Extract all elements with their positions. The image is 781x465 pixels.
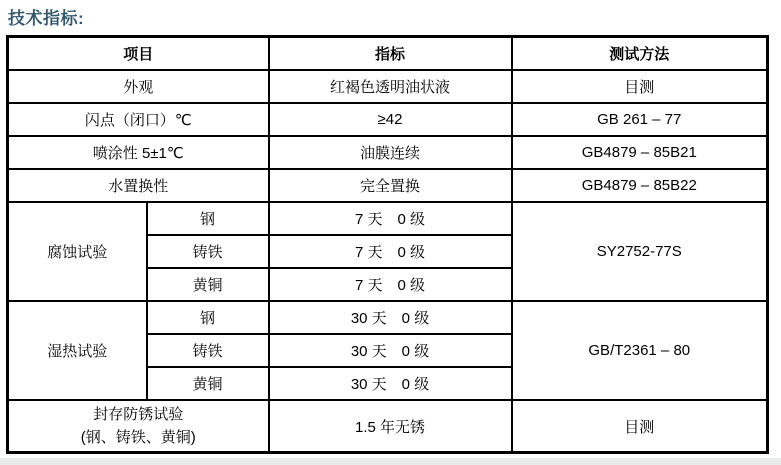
table-row: [8, 169, 768, 202]
value-cell: 完全置换: [269, 169, 512, 202]
table-row: [8, 103, 768, 136]
item-cell: 闪点（闭口）℃: [8, 103, 269, 136]
footer-item-line1: 封存防锈试验: [93, 406, 184, 423]
value-cell: 7 天 0 级: [269, 202, 512, 235]
table-row: [8, 202, 768, 235]
group-name-cell: 腐蚀试验: [8, 202, 147, 301]
value-cell: 1.5 年无锈: [269, 400, 512, 453]
material-cell: 钢: [147, 301, 269, 334]
page-title: 技术指标:: [8, 9, 85, 28]
method-cell: GB4879 – 85B21: [512, 136, 768, 169]
value-cell: 30 天 0 级: [269, 301, 512, 334]
material-cell: 黄铜: [147, 367, 269, 400]
material-cell: 黄铜: [147, 268, 269, 301]
material-cell: 铸铁: [147, 334, 269, 367]
footer-item-line2: (钢、铸铁、黄铜): [80, 429, 196, 446]
col-header-value: 指标: [269, 37, 512, 71]
table-row: [8, 136, 768, 169]
page-bottom-edge: [0, 458, 781, 465]
item-cell: 外观: [8, 70, 269, 103]
method-cell: 目测: [512, 70, 768, 103]
item-cell: 喷涂性 5±1℃: [8, 136, 269, 169]
method-cell: GB/T2361 – 80: [512, 301, 768, 400]
value-cell: 7 天 0 级: [269, 235, 512, 268]
item-cell: [8, 400, 269, 453]
group-name-cell: 湿热试验: [8, 301, 147, 400]
col-header-item: 项目: [8, 37, 269, 71]
value-cell: 红褐色透明油状液: [269, 70, 512, 103]
method-cell: GB 261 – 77: [512, 103, 768, 136]
value-cell: 30 天 0 级: [269, 334, 512, 367]
value-cell: 7 天 0 级: [269, 268, 512, 301]
method-cell: GB4879 – 85B22: [512, 169, 768, 202]
material-cell: 铸铁: [147, 235, 269, 268]
header-row: [8, 37, 768, 71]
item-cell: 水置换性: [8, 169, 269, 202]
material-cell: 钢: [147, 202, 269, 235]
spec-table: [6, 35, 769, 454]
method-cell: 目测: [512, 400, 768, 453]
value-cell: 30 天 0 级: [269, 367, 512, 400]
table-row: [8, 400, 768, 453]
col-header-method: 测试方法: [512, 37, 768, 71]
method-cell: SY2752-77S: [512, 202, 768, 301]
table-row: [8, 70, 768, 103]
value-cell: 油膜连续: [269, 136, 512, 169]
value-cell: ≥42: [269, 103, 512, 136]
table-row: [8, 301, 768, 334]
